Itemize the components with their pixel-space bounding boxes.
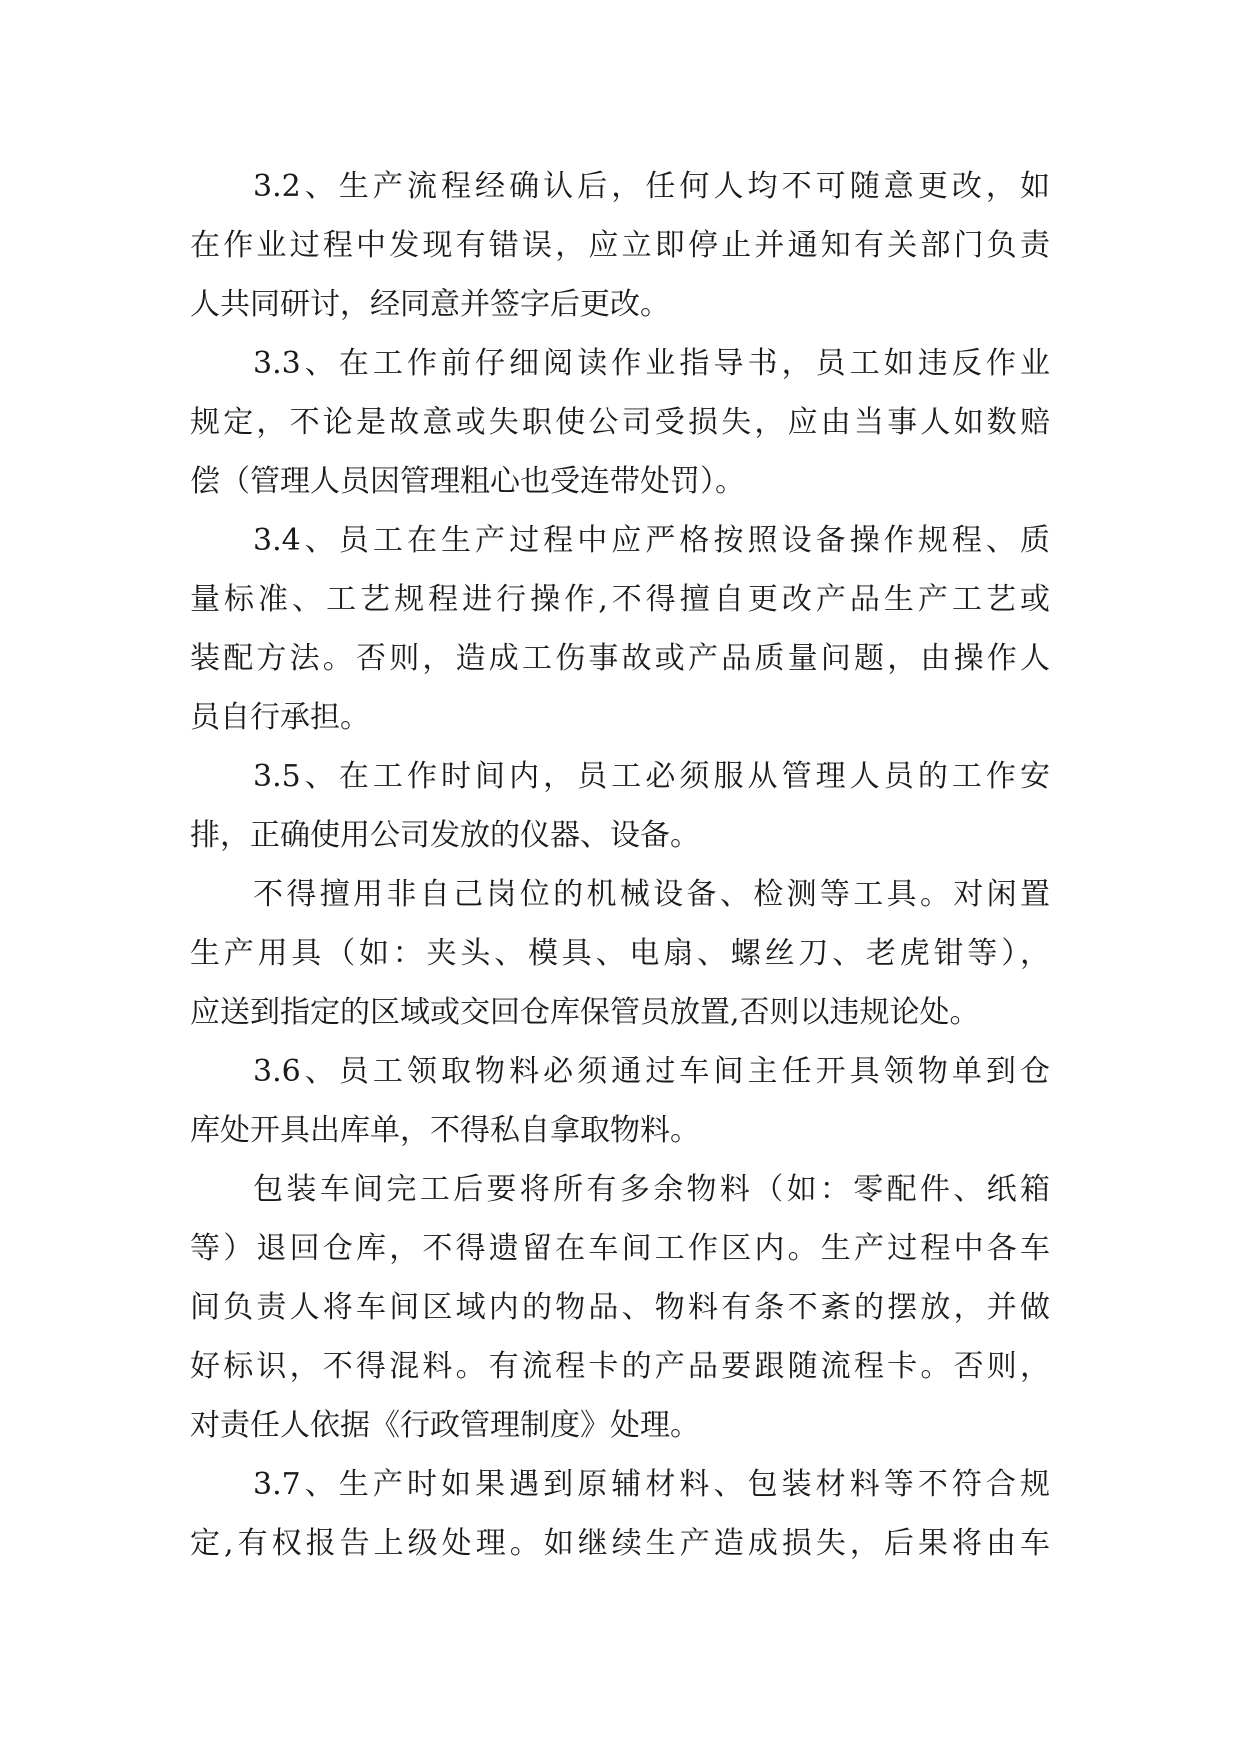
paragraph-3-5 <box>190 747 1050 865</box>
text-line: 生产用具（如：夹头、模具、电扇、螺丝刀、老虎钳等）， <box>190 936 1050 971</box>
paragraph-packaging <box>190 1160 1050 1455</box>
text-line: 在作业过程中发现有错误，应立即停止并通知有关部门负责 <box>190 228 1050 263</box>
text-line: 偿（管理人员因管理粗心也受连带处罚）。 <box>190 464 745 499</box>
text-line: 量标准、工艺规程进行操作,不得擅自更改产品生产工艺或 <box>190 582 1050 617</box>
paragraph-tool-usage <box>190 865 1050 1042</box>
paragraph-3-7 <box>190 1455 1050 1573</box>
text-line: 应送到指定的区域或交回仓库保管员放置,否则以违规论处。 <box>190 995 980 1030</box>
text-line: 装配方法。否则，造成工伤事故或产品质量问题，由操作人 <box>190 641 1050 676</box>
text-line: 员自行承担。 <box>190 700 370 735</box>
text-line: 等）退回仓库，不得遗留在车间工作区内。生产过程中各车 <box>190 1231 1050 1266</box>
text-line: 排，正确使用公司发放的仪器、设备。 <box>190 818 700 853</box>
paragraph-3-2 <box>190 157 1050 334</box>
text-line: 3.5、在工作时间内，员工必须服从管理人员的工作安 <box>253 759 1050 794</box>
text-line: 不得擅用非自己岗位的机械设备、检测等工具。对闲置 <box>253 877 1050 912</box>
text-line: 好标识，不得混料。有流程卡的产品要跟随流程卡。否则， <box>190 1349 1050 1384</box>
paragraph-3-3 <box>190 334 1050 511</box>
text-line: 间负责人将车间区域内的物品、物料有条不紊的摆放，并做 <box>190 1290 1050 1325</box>
text-line: 库处开具出库单，不得私自拿取物料。 <box>190 1113 700 1148</box>
text-line: 3.7、生产时如果遇到原辅材料、包装材料等不符合规 <box>253 1467 1050 1502</box>
text-line: 规定，不论是故意或失职使公司受损失，应由当事人如数赔 <box>190 405 1050 440</box>
text-line: 3.3、在工作前仔细阅读作业指导书，员工如违反作业 <box>253 346 1050 381</box>
text-line: 3.4、员工在生产过程中应严格按照设备操作规程、质 <box>253 523 1050 558</box>
document-body <box>190 157 1050 1573</box>
paragraph-3-6 <box>190 1042 1050 1160</box>
text-line: 对责任人依据《行政管理制度》处理。 <box>190 1408 700 1443</box>
text-line: 定,有权报告上级处理。如继续生产造成损失，后果将由车 <box>190 1526 1050 1561</box>
text-line: 3.6、员工领取物料必须通过车间主任开具领物单到仓 <box>253 1054 1050 1089</box>
text-line: 包装车间完工后要将所有多余物料（如：零配件、纸箱 <box>253 1172 1050 1207</box>
text-line: 人共同研讨，经同意并签字后更改。 <box>190 287 670 322</box>
text-line: 3.2、生产流程经确认后，任何人均不可随意更改，如 <box>253 169 1050 204</box>
paragraph-3-4 <box>190 511 1050 747</box>
